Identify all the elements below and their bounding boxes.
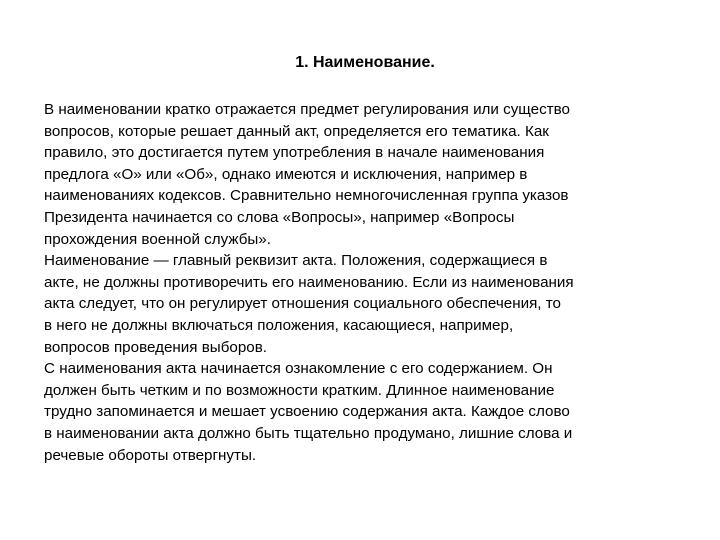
paragraph-1: В наименовании кратко отражается предмет регулирования или существо вопросов, которые решает данный акт, определяется его тематика. Как правило, это достигается путем употребления в начале наименования предлога «О» или «Об», однако имеются и исключения, например в наименованиях кодексов. Сравнительно немногочисленная группа указов Президента начинается со слова «Вопросы», например «Вопросы прохождения военной службы». [44,101,570,248]
body-text [44,99,684,466]
paragraph-2: Наименование — главный реквизит акта. Положения, содержащиеся в акте, не должны противоречить его наименованию. Если из наименования акта следует, что он регулирует отношения социального обеспечения, то в него не должны включаться положения, касающиеся, например, вопросов проведения выборов. [44,252,574,356]
slide-title: 1. Наименование. [295,54,435,71]
paragraph-3: С наименования акта начинается ознакомление с его содержанием. Он должен быть четким и по возможности кратким. Длинное наименование трудно запоминается и мешает усвоению содержания акта. Каждое слово в наименовании акта должно быть тщательно продумано, лишние слова и речевые обороты отвергнуты. [44,360,573,464]
